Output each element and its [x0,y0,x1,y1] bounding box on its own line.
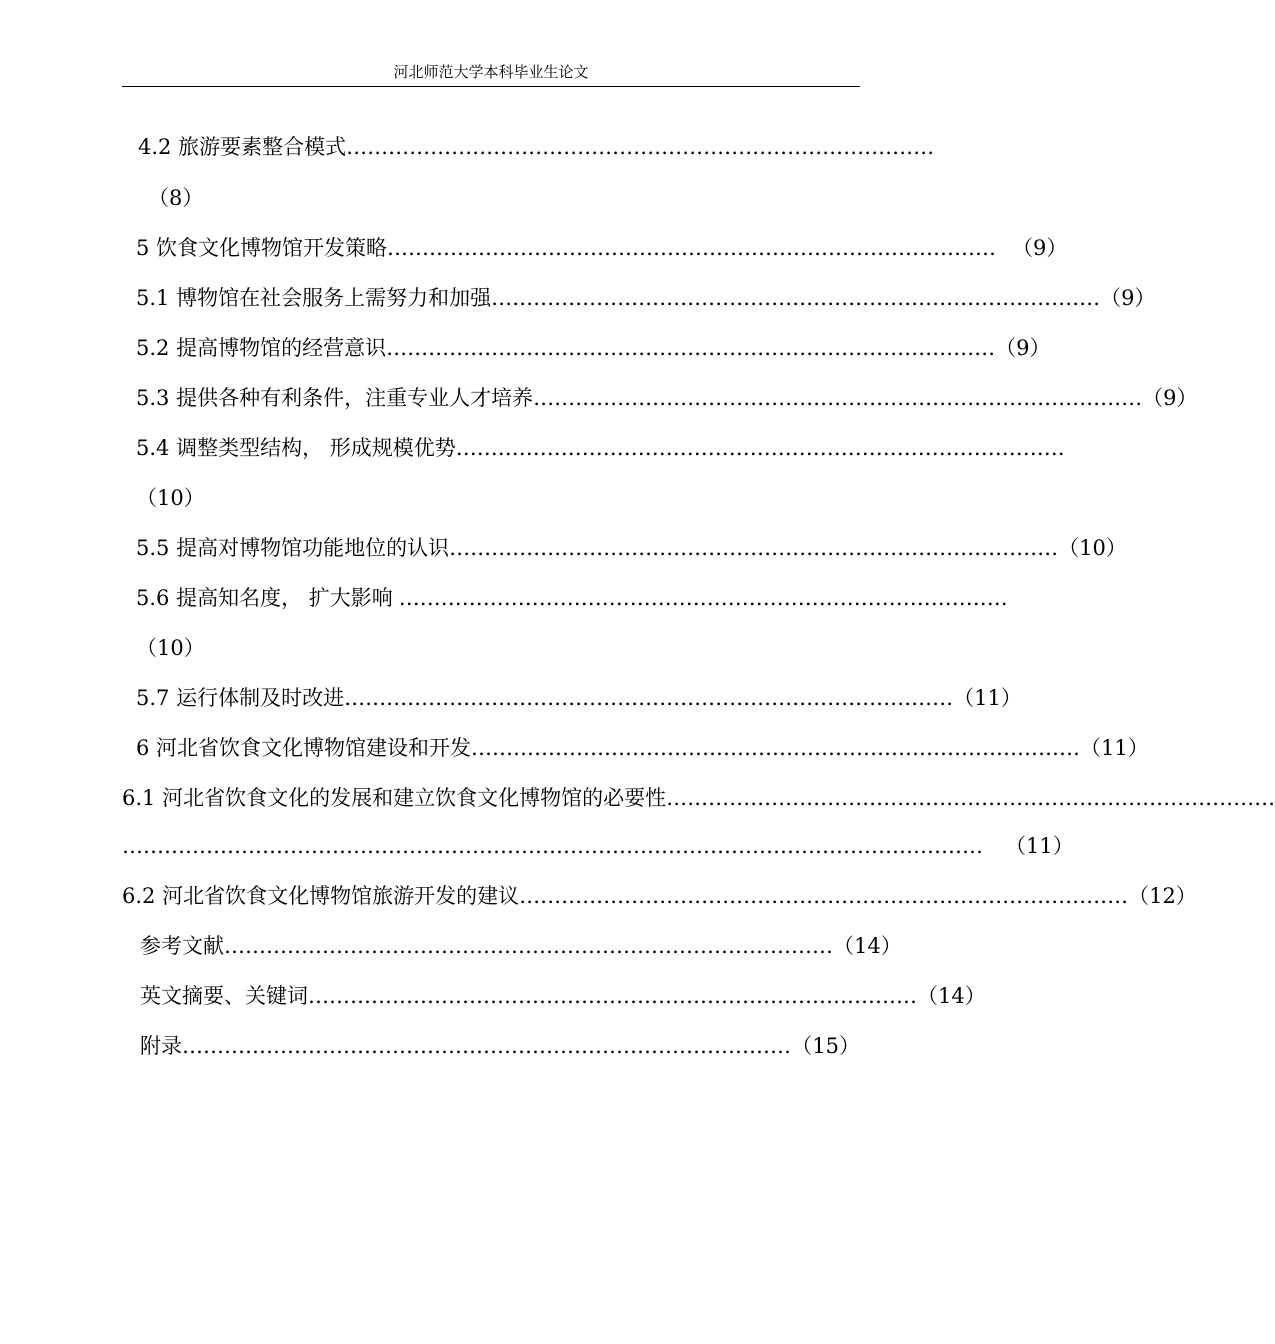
toc-entry-5-6[interactable] [136,583,1008,613]
header-rule [122,86,860,87]
toc-entry-5-7[interactable] [136,683,1022,713]
leader-dots: …………………………………………………………………………………………………………… [122,834,983,858]
leader-dots: …………………………………………………………………………… [398,586,1008,610]
toc-entry-title: 6 河北省饮食文化博物馆建设和开发 [136,736,472,760]
toc-entry-title: 英文摘要、关键词 [140,984,308,1008]
leader-dots: …………………………………………………………………………… [182,1034,791,1058]
leader-dots: …………………………………………………………………………… [491,286,1101,310]
toc-entry-5-3[interactable] [136,383,1198,413]
toc-entry-page: （10） [136,486,205,510]
toc-entry-page: （11） [1005,834,1074,858]
leader-dots: …………………………………………………………………………… [386,336,996,360]
toc-entry-title: 5.4 调整类型结构， 形成规模优势 [136,436,456,460]
toc-entry-page: （15） [791,1034,860,1058]
toc-entry-page: （9） [1100,286,1156,310]
running-header: 河北师范大学本科毕业生论文 [393,63,589,81]
toc-entry-page: （9） [1012,236,1068,260]
toc-entry-title: 6.2 河北省饮食文化博物馆旅游开发的建议 [122,884,520,908]
toc-entry-page: （12） [1128,884,1197,908]
leader-dots: …………………………………………………………………………… [666,786,1275,810]
toc-entry-6-2[interactable] [122,881,1197,911]
toc-entry-page: （11） [1080,736,1149,760]
toc-entry-5-1[interactable] [136,283,1156,313]
toc-entry-page: （8） [148,186,204,210]
toc-entry-page: （14） [917,984,986,1008]
toc-entry-5-5[interactable] [136,533,1127,563]
toc-entry-6-1-continuation [122,831,1074,861]
toc-entry-page: （9） [1142,386,1198,410]
toc-entry-title: 5.7 运行体制及时改进 [136,686,345,710]
toc-entry-5[interactable] [136,233,1068,263]
toc-entry-title: 5.2 提高博物馆的经营意识 [136,336,387,360]
toc-entry-appendix[interactable] [140,1031,860,1061]
toc-entry-6-1[interactable] [122,783,1275,813]
toc-entry-title: 4.2 旅游要素整合模式 [138,135,347,159]
toc-entry-5-4[interactable] [136,433,1065,463]
leader-dots: …………………………………………………………………………… [449,536,1059,560]
toc-entry-5-2[interactable] [136,333,1051,363]
leader-dots: …………………………………………………………………………… [519,884,1129,908]
toc-entry-title: 5.5 提高对博物馆功能地位的认识 [136,536,450,560]
toc-entry-title: 6.1 河北省饮食文化的发展和建立饮食文化博物馆的必要性 [122,786,667,810]
toc-entry-page: （11） [953,686,1022,710]
toc-entry-title: 5.1 博物馆在社会服务上需努力和加强 [136,286,492,310]
leader-dots: …………………………………………………………………………… [308,984,917,1008]
leader-dots: …………………………………………………………………………… [471,736,1081,760]
toc-entry-title: 附录 [140,1034,182,1058]
leader-dots: …………………………………………………………………………… [455,436,1065,460]
toc-entry-english-abstract[interactable] [140,981,986,1011]
toc-entry-page: （14） [833,934,902,958]
toc-entry-page: （10） [136,636,205,660]
toc-entry-page: （10） [1058,536,1127,560]
leader-dots: ………………………………………………………………………… [346,135,935,159]
toc-entry-title: 5 饮食文化博物馆开发策略 [136,236,388,260]
toc-entry-title: 5.6 提高知名度， 扩大影响 [136,586,393,610]
toc-entry-4-2[interactable] [138,132,935,162]
leader-dots: …………………………………………………………………………… [533,386,1143,410]
leader-dots: …………………………………………………………………………… [224,934,833,958]
leader-dots: …………………………………………………………………………… [387,236,997,260]
toc-entry-6[interactable] [136,733,1149,763]
toc-entry-title: 参考文献 [140,934,224,958]
leader-dots: …………………………………………………………………………… [344,686,954,710]
toc-entry-title: 5.3 提供各种有利条件，注重专业人才培养 [136,386,534,410]
toc-entry-page: （9） [995,336,1051,360]
toc-entry-references[interactable] [140,931,902,961]
